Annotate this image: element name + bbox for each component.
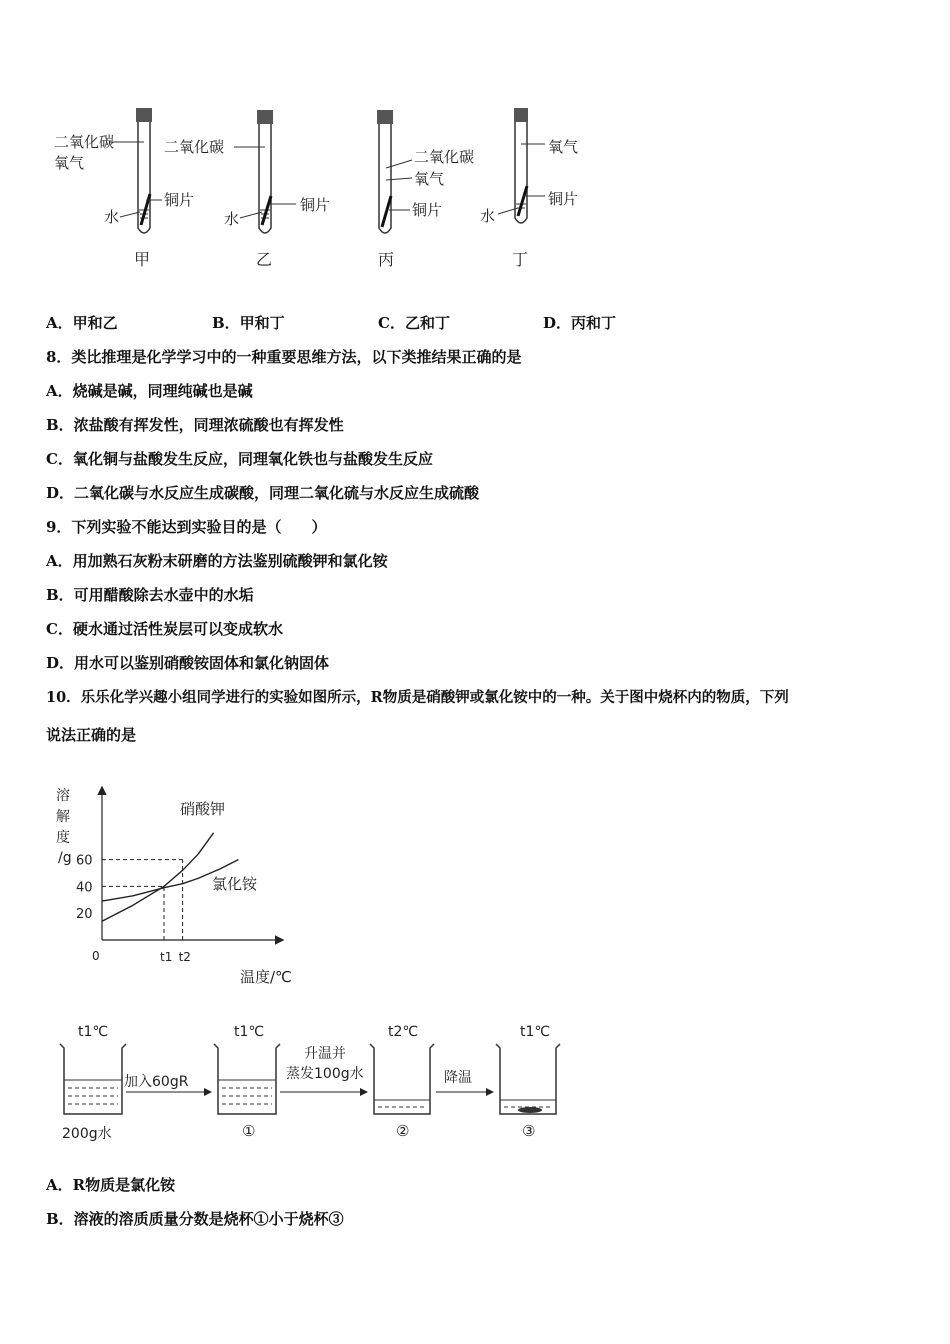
q9-option-c[interactable]: C．硬水通过活性炭层可以变成软水 bbox=[46, 620, 283, 638]
q7-option-d[interactable]: D．丙和丁 bbox=[543, 314, 617, 332]
q8-stem: 8．类比推理是化学学习中的一种重要思维方法，以下类推结果正确的是 bbox=[46, 348, 522, 366]
y-tick-label: 40 bbox=[76, 880, 93, 896]
tube-bing-co2-label: 二氧化碳 bbox=[414, 148, 475, 166]
tube-ding-cu-label: 铜片 bbox=[548, 190, 579, 208]
tube-yi-cu-label: 铜片 bbox=[300, 196, 331, 214]
y-tick-label: 60 bbox=[76, 853, 93, 869]
q9-stem: 9．下列实验不能达到实验目的是（ ） bbox=[46, 518, 327, 536]
series-label-nh4cl: 氯化铵 bbox=[212, 875, 258, 893]
series-label-kno3: 硝酸钾 bbox=[180, 800, 226, 818]
beaker-3-temp: t1℃ bbox=[520, 1024, 551, 1040]
tube-bing-cu-label: 铜片 bbox=[412, 201, 443, 219]
arrow-3-label: 降温 bbox=[444, 1070, 472, 1086]
beaker-start bbox=[60, 1024, 126, 1142]
tube-bing bbox=[377, 110, 474, 269]
q10-option-a[interactable]: A．R物质是氯化铵 bbox=[46, 1176, 176, 1194]
tube-yi-co2-label: 二氧化碳 bbox=[164, 138, 225, 156]
tube-jia-co2-label: 二氧化碳 bbox=[54, 133, 115, 151]
tube-jia-o2-label: 氧气 bbox=[54, 154, 85, 172]
q8-option-c[interactable]: C．氧化铜与盐酸发生反应，同理氧化铁也与盐酸发生反应 bbox=[46, 450, 433, 468]
tube-ding-name: 丁 bbox=[512, 250, 529, 269]
y-tick-label: 20 bbox=[76, 907, 93, 923]
tube-yi-water-label: 水 bbox=[224, 210, 240, 228]
q9-option-b[interactable]: B．可用醋酸除去水壶中的水垢 bbox=[46, 586, 254, 604]
x-tick-label: t2 bbox=[178, 950, 191, 964]
q8-option-d[interactable]: D．二氧化碳与水反应生成碳酸，同理二氧化硫与水反应生成硫酸 bbox=[46, 484, 480, 502]
crystal-precipitate bbox=[518, 1107, 542, 1113]
beaker-3-number: ③ bbox=[522, 1122, 536, 1140]
beaker-start-label: 200g水 bbox=[62, 1126, 112, 1142]
tube-bing-name: 丙 bbox=[378, 250, 395, 269]
tube-bing-o2-label: 氧气 bbox=[414, 170, 445, 188]
q7-option-a[interactable]: A．甲和乙 bbox=[46, 314, 118, 332]
y-label-char-3: 度 bbox=[56, 830, 70, 846]
tube-ding-water-label: 水 bbox=[480, 207, 496, 225]
beaker-3 bbox=[496, 1024, 560, 1140]
tube-jia bbox=[54, 108, 194, 269]
tube-ding-o2-label: 氧气 bbox=[548, 138, 579, 156]
tube-jia-cu-label: 铜片 bbox=[164, 191, 195, 209]
beaker-2-number: ② bbox=[396, 1122, 410, 1140]
y-label-char-1: 溶 bbox=[56, 788, 70, 804]
tube-jia-water-label: 水 bbox=[104, 208, 120, 226]
x-tick-label: t1 bbox=[160, 950, 173, 964]
q9-option-d[interactable]: D．用水可以鉴别硝酸铵固体和氯化钠固体 bbox=[46, 654, 330, 672]
q7-option-b[interactable]: B．甲和丁 bbox=[212, 314, 285, 332]
q7-option-c[interactable]: C．乙和丁 bbox=[378, 314, 450, 332]
q10-option-b[interactable]: B．溶液的溶质质量分数是烧杯①小于烧杯③ bbox=[46, 1210, 344, 1228]
y-label-char-4: /g bbox=[58, 850, 72, 866]
origin-label: 0 bbox=[92, 949, 100, 963]
beaker-experiment bbox=[50, 1016, 580, 1146]
q10-stem-line1: 10．乐乐化学兴趣小组同学进行的实验如图所示，R物质是硝酸钾或氯化铵中的一种。关于图中烧杯内的物质，下列 bbox=[46, 689, 789, 706]
beaker-2 bbox=[370, 1024, 434, 1140]
solubility-chart bbox=[50, 780, 310, 990]
test-tube-figure bbox=[40, 100, 620, 280]
y-label-char-2: 解 bbox=[56, 809, 70, 825]
tube-ding bbox=[480, 108, 578, 269]
beaker-1 bbox=[214, 1024, 280, 1140]
beaker-1-temp: t1℃ bbox=[234, 1024, 265, 1040]
q10-stem-line2: 说法正确的是 bbox=[46, 726, 137, 744]
arrow-1-label: 加入60gR bbox=[124, 1074, 189, 1090]
tube-jia-name: 甲 bbox=[134, 250, 151, 269]
beaker-start-temp: t1℃ bbox=[78, 1024, 109, 1040]
q8-option-b[interactable]: B．浓盐酸有挥发性，同理浓硫酸也有挥发性 bbox=[46, 416, 344, 434]
arrow-2-label-line2: 蒸发100g水 bbox=[286, 1066, 364, 1082]
beaker-2-temp: t2℃ bbox=[388, 1024, 419, 1040]
kno3-curve bbox=[102, 833, 214, 921]
q8-option-a[interactable]: A．烧碱是碱，同理纯碱也是碱 bbox=[46, 382, 253, 400]
tube-yi bbox=[164, 110, 330, 269]
arrow-2-label-line1: 升温并 bbox=[304, 1046, 346, 1062]
beaker-1-number: ① bbox=[242, 1122, 256, 1140]
q9-option-a[interactable]: A．用加熟石灰粉末研磨的方法鉴别硫酸钾和氯化铵 bbox=[46, 552, 388, 570]
tube-yi-name: 乙 bbox=[256, 250, 273, 269]
x-axis-label: 温度/℃ bbox=[240, 968, 292, 986]
